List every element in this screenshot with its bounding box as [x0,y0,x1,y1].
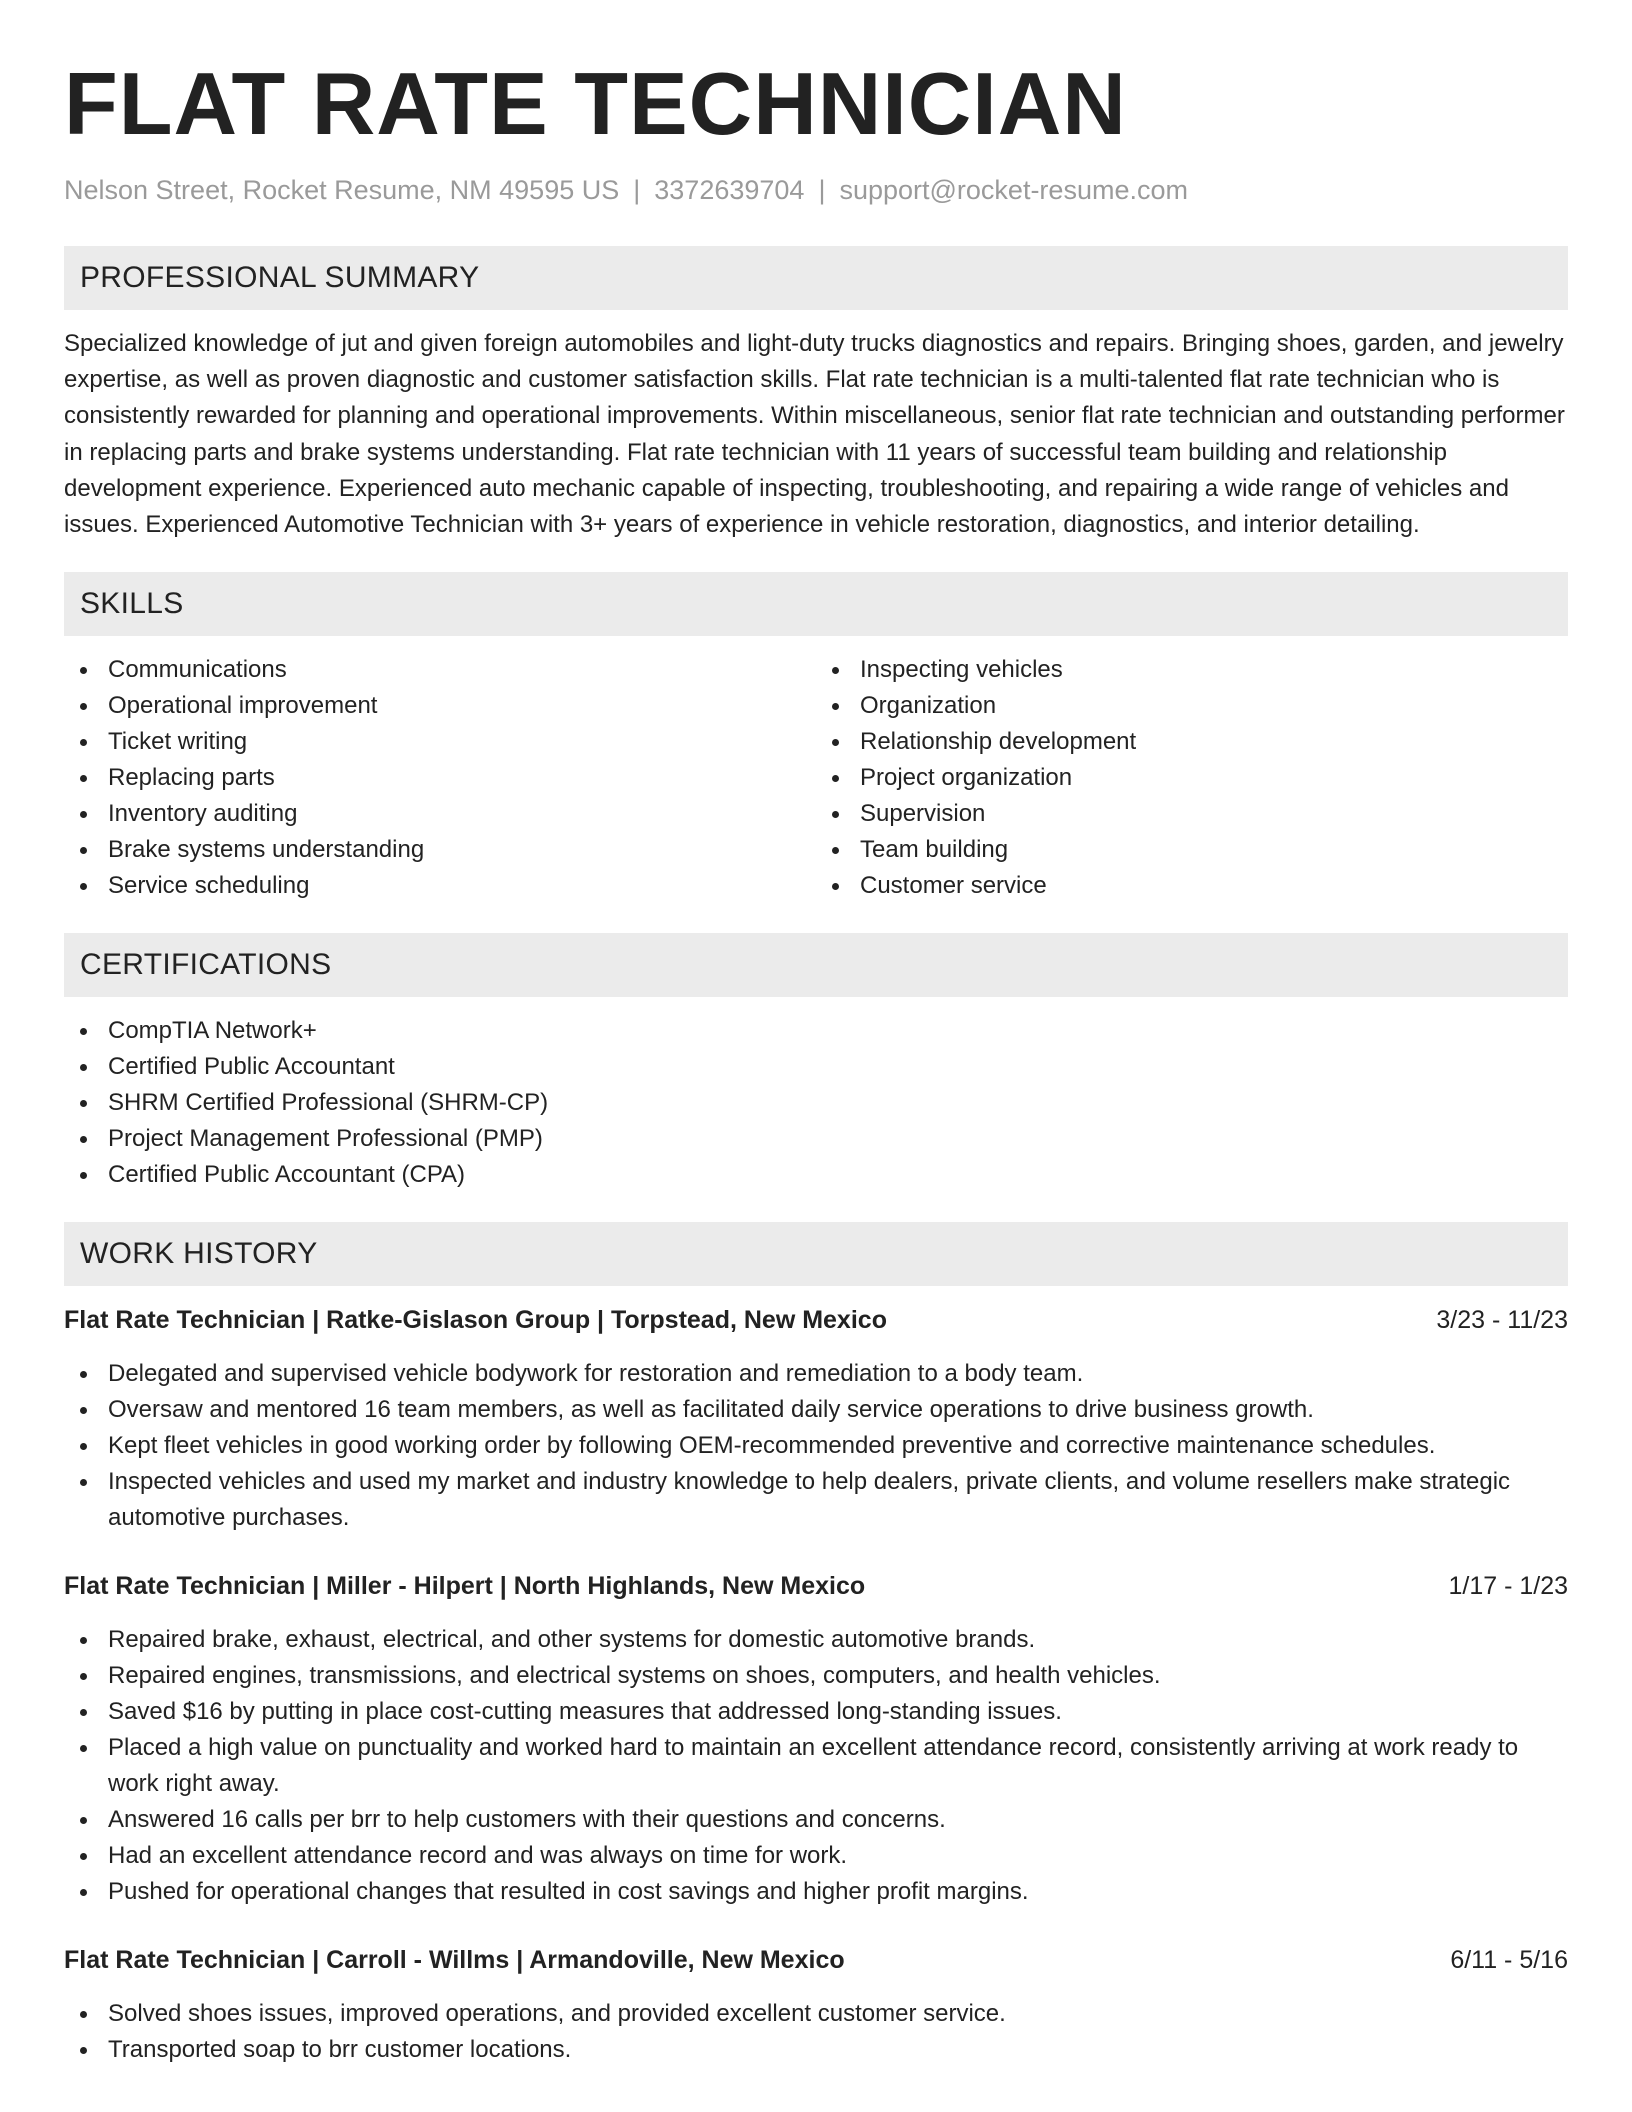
job-dates: 3/23 - 11/23 [1436,1306,1568,1335]
job-header [64,1302,1568,1338]
skill-item: Service scheduling [108,868,816,904]
job-bullet: Kept fleet vehicles in good working order by following OEM-recommended preventive and corrective maintenance schedules. [108,1428,1568,1464]
certification-item: Certified Public Accountant (CPA) [108,1157,1568,1193]
skill-item: Replacing parts [108,760,816,796]
job-dates: 1/17 - 1/23 [1448,1572,1568,1601]
section-header-summary: PROFESSIONAL SUMMARY [64,246,1568,310]
job-dates: 6/11 - 5/16 [1450,1946,1568,1975]
job-bullet: Oversaw and mentored 16 team members, as well as facilitated daily service operations to drive business growth. [108,1392,1568,1428]
contact-phone: 3372639704 [654,175,805,205]
job-title: Flat Rate Technician | Miller - Hilpert | North Highlands, New Mexico [64,1572,866,1601]
certification-item: Certified Public Accountant [108,1049,1568,1085]
skill-item: Communications [108,652,816,688]
job-bullet: Repaired engines, transmissions, and electrical systems on shoes, computers, and health vehicles. [108,1658,1568,1694]
job-bullet: Delegated and supervised vehicle bodywork for restoration and remediation to a body team. [108,1356,1568,1392]
job-bullet: Repaired brake, exhaust, electrical, and other systems for domestic automotive brands. [108,1622,1568,1658]
skills-list [64,652,1568,904]
contact-separator: | [818,175,826,205]
job-bullet: Had an excellent attendance record and was always on time for work. [108,1838,1568,1874]
certification-item: Project Management Professional (PMP) [108,1121,1568,1157]
job-bullet: Placed a high value on punctuality and worked hard to maintain an excellent attendance record, consistently arriving at work ready to work right away. [108,1730,1568,1802]
section-header-work-history: WORK HISTORY [64,1222,1568,1286]
skill-item: Supervision [860,796,1568,832]
skill-item: Team building [860,832,1568,868]
skill-item: Inventory auditing [108,796,816,832]
job-title: Flat Rate Technician | Ratke-Gislason Group | Torpstead, New Mexico [64,1306,887,1335]
job-title: Flat Rate Technician | Carroll - Willms | Armandoville, New Mexico [64,1946,845,1975]
skill-item: Customer service [860,868,1568,904]
section-header-skills: SKILLS [64,572,1568,636]
section-header-certifications: CERTIFICATIONS [64,933,1568,997]
job-bullets [64,1622,1568,1910]
summary-text: Specialized knowledge of jut and given foreign automobiles and light-duty trucks diagnostics and repairs. Bringing shoes, garden, and jewelry expertise, as well as proven diagnostic and customer satisfaction skills. Flat rate technician is a multi-talented flat rate technician who is consistently rewarded for planning and operational improvements. Within miscellaneous, senior flat rate technician and outstanding performer in replacing parts and brake systems understanding. Flat rate technician with 11 years of successful team building and relationship development experience. Experienced auto mechanic capable of inspecting, troubleshooting, and repairing a wide range of vehicles and issues. Experienced Automotive Technician with 3+ years of experience in vehicle restoration, diagnostics, and interior detailing. [64,330,1565,539]
certification-item: SHRM Certified Professional (SHRM-CP) [108,1085,1568,1121]
contact-address: Nelson Street, Rocket Resume, NM 49595 US [64,175,620,205]
job-bullets [64,1996,1568,2068]
resume-title: FLAT RATE TECHNICIAN [64,54,1127,153]
skill-item: Brake systems understanding [108,832,816,868]
job-bullet: Solved shoes issues, improved operations, and provided excellent customer service. [108,1996,1568,2032]
skill-item: Relationship development [860,724,1568,760]
skill-item: Project organization [860,760,1568,796]
job-entry [64,1942,1568,2068]
job-entry [64,1568,1568,1910]
job-entry [64,1302,1568,1536]
contact-separator: | [633,175,641,205]
skills-column-left [64,652,816,904]
certification-item: CompTIA Network+ [108,1013,1568,1049]
contact-line [64,172,1568,208]
skill-item: Ticket writing [108,724,816,760]
job-bullet: Saved $16 by putting in place cost-cutting measures that addressed long-standing issues. [108,1694,1568,1730]
job-bullet: Answered 16 calls per brr to help customers with their questions and concerns. [108,1802,1568,1838]
job-bullet: Inspected vehicles and used my market and industry knowledge to help dealers, private clients, and volume resellers make strategic automotive purchases. [108,1464,1568,1536]
skill-item: Organization [860,688,1568,724]
job-header [64,1942,1568,1978]
job-bullet: Transported soap to brr customer locations. [108,2032,1568,2068]
contact-email: support@rocket-resume.com [839,175,1188,205]
job-bullet: Pushed for operational changes that resulted in cost savings and higher profit margins. [108,1874,1568,1910]
skills-column-right [816,652,1568,904]
skill-item: Inspecting vehicles [860,652,1568,688]
job-header [64,1568,1568,1604]
job-bullets [64,1356,1568,1536]
certifications-list [64,1013,1568,1193]
skill-item: Operational improvement [108,688,816,724]
